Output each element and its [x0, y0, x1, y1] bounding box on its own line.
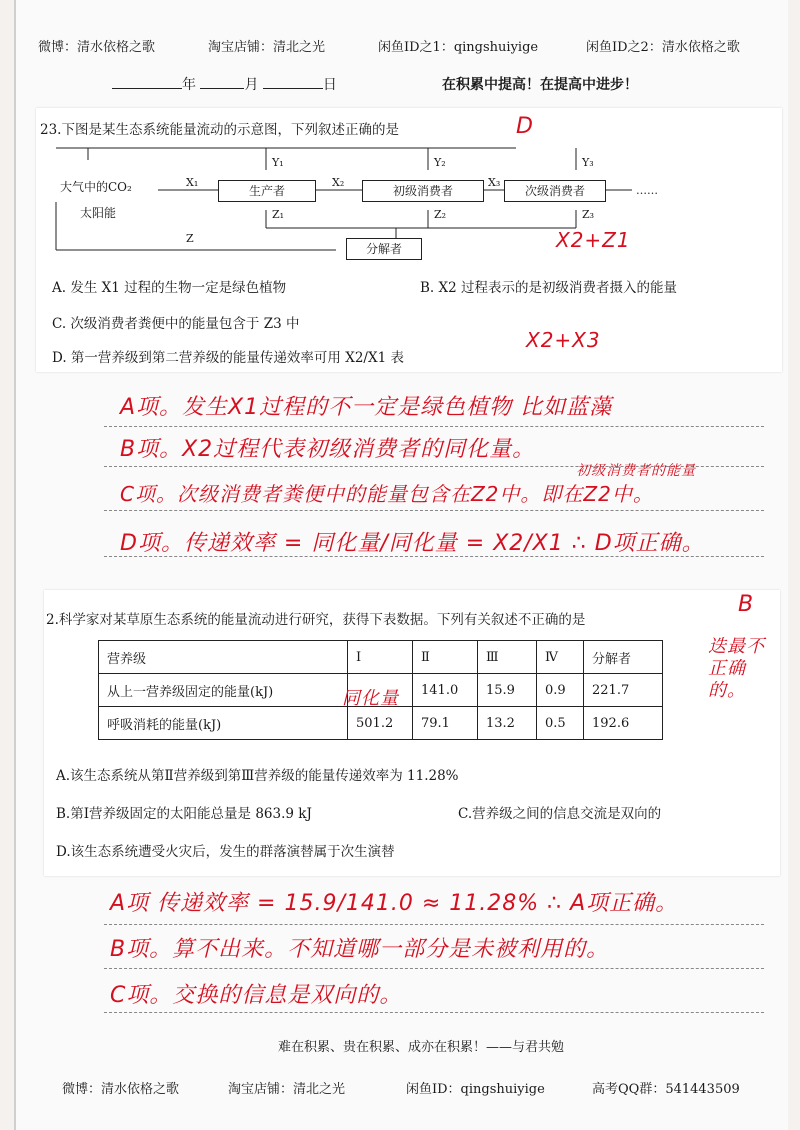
header-xianyu-1: 闲鱼ID之1：qingshuiyige — [378, 40, 539, 55]
q23-note-x2x3: X2+X3 — [526, 328, 601, 352]
q23-hand-line-4: D项。传递效率 = 同化量/同化量 = X2/X1 ∴ D项正确。 — [120, 531, 705, 556]
header-taobao: 淘宝店铺：清北之光 — [208, 40, 326, 55]
q2-row-note: 同化量 — [342, 688, 399, 709]
date-line: 年 月 日 在积累中提高！在提高中进步！ — [112, 74, 752, 94]
question-23 — [36, 108, 782, 372]
q23-option-d: D. 第一营养级到第二营养级的能量传递效率可用 X2/X1 表 — [52, 350, 404, 366]
q23-stem: 23.下图是某生态系统能量流动的示意图，下列叙述正确的是 — [40, 122, 399, 138]
header-weibo: 微博：清水依格之歌 — [38, 40, 156, 55]
q2-hand-line-2: B项。算不出来。不知道哪一部分是未被利用的。 — [110, 937, 610, 962]
motto: 在积累中提高！在提高中进步！ — [442, 77, 638, 93]
q23-option-c: C. 次级消费者粪便中的能量包含于 Z3 中 — [52, 316, 300, 332]
footer-weibo: 微博：清水依格之歌 — [62, 1082, 180, 1097]
q23-note-x2z1: X2+Z1 — [556, 228, 631, 252]
label-y2: Y₂ — [434, 156, 446, 169]
node-producer: 生产者 — [218, 180, 316, 202]
header-xianyu-2: 闲鱼ID之2：清水依格之歌 — [586, 40, 740, 55]
q2-option-d: D.该生态系统遭受火灾后，发生的群落演替属于次生演替 — [56, 844, 395, 860]
notebook-page — [14, 0, 788, 1130]
diagram-source-co2: 大气中的CO₂ — [60, 180, 132, 194]
q23-hand-line-2-note: 初级消费者的能量 — [576, 463, 696, 479]
q23-hand-line-2: B项。X2过程代表初级消费者的同化量。 — [120, 437, 536, 462]
table-row: 从上一营养级固定的能量(kJ) 141.0 15.9 0.9 221.7 — [99, 674, 663, 707]
label-z1: Z₁ — [272, 208, 285, 221]
label-z2: Z₂ — [434, 208, 447, 221]
table-row: 呼吸消耗的能量(kJ) 501.2 79.1 13.2 0.5 192.6 — [99, 707, 663, 740]
q2-hand-line-3: C项。交换的信息是双向的。 — [110, 983, 403, 1008]
footer-qq: 高考QQ群：541443509 — [592, 1082, 740, 1097]
q2-hand-line-1: A项 传递效率 = 15.9/141.0 ≈ 11.28% ∴ A项正确。 — [110, 891, 679, 916]
q23-hand-line-3: C项。次级消费者粪便中的能量包含在Z2中。即在Z2中。 — [120, 482, 654, 506]
label-z: Z — [186, 232, 194, 245]
table-header-cell: Ⅲ — [478, 641, 537, 674]
q2-option-c: C.营养级之间的信息交流是双向的 — [458, 806, 662, 822]
q23-hand-line-1: A项。发生X1过程的不一定是绿色植物 比如蓝藻 — [120, 395, 613, 420]
table-header-cell: Ⅰ — [348, 641, 413, 674]
q2-stem: 2.科学家对某草原生态系统的能量流动进行研究，获得下表数据。下列有关叙述不正确的是 — [46, 612, 586, 628]
node-decomposer: 分解者 — [346, 238, 422, 260]
q2-option-b: B.第Ⅰ营养级固定的太阳能总量是 863.9 kJ — [56, 806, 312, 822]
footer-taobao: 淘宝店铺：清北之光 — [228, 1082, 346, 1097]
label-x3: X₃ — [488, 176, 501, 189]
q23-option-b: B. X2 过程表示的是初级消费者摄入的能量 — [420, 280, 677, 296]
label-y1: Y₁ — [272, 156, 284, 169]
diagram-source-sun: 太阳能 — [80, 206, 117, 220]
label-x1: X₁ — [186, 176, 199, 189]
diagram-ellipsis: …… — [636, 184, 658, 197]
table-header-cell: Ⅱ — [413, 641, 478, 674]
q2-answer-mark: B — [738, 592, 755, 617]
label-z3: Z₃ — [582, 208, 595, 221]
footer-xianyu: 闲鱼ID：qingshuiyige — [406, 1082, 545, 1097]
q2-side-note: 迭最不正确的。 — [708, 636, 765, 701]
label-x2: X₂ — [332, 176, 345, 189]
node-secondary-consumer: 次级消费者 — [504, 180, 606, 202]
label-y3: Y₃ — [582, 156, 594, 169]
table-header-cell: 分解者 — [584, 641, 663, 674]
q23-option-a: A. 发生 X1 过程的生物一定是绿色植物 — [52, 280, 287, 296]
q2-option-a: A.该生态系统从第Ⅱ营养级到第Ⅲ营养级的能量传递效率为 11.28% — [56, 768, 459, 784]
q23-answer-mark: D — [516, 114, 534, 139]
node-primary-consumer: 初级消费者 — [362, 180, 484, 202]
question-2 — [44, 590, 780, 876]
table-header-cell: 营养级 — [99, 641, 348, 674]
table-header-cell: Ⅳ — [537, 641, 584, 674]
footer-motto: 难在积累、贵在积累、成亦在积累！——与君共勉 — [278, 1040, 565, 1055]
